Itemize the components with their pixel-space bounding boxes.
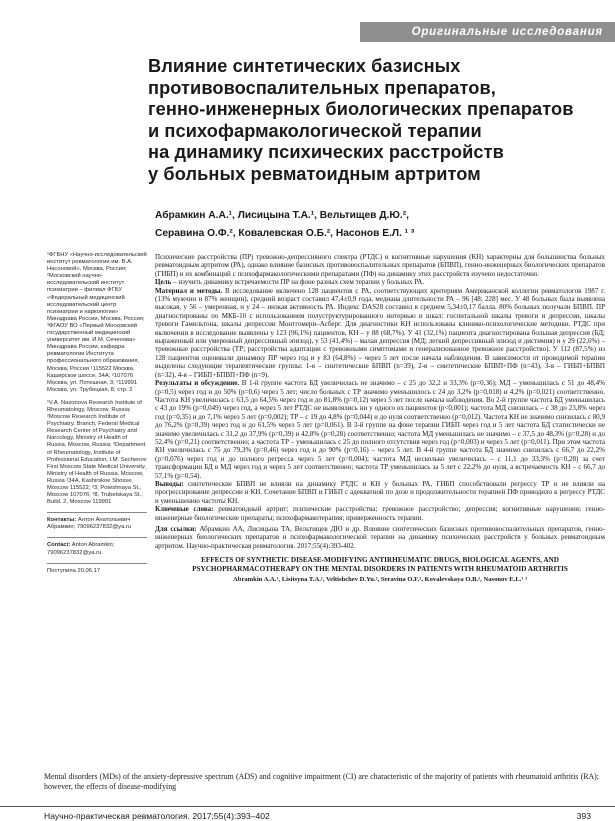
title-line: на динамику психических расстройств	[148, 142, 504, 162]
affiliations-sidebar	[47, 252, 147, 581]
keywords-label: Ключевые слова:	[155, 505, 214, 514]
english-title: EFFECTS OF SYNTHETIC DISEASE-MODIFYING ANTIRHEUMATIC DRUGS, BIOLOGICAL AGENTS, AND PSYCHOPHARMACOTHERAPY ON THE MENTAL DISORDERS IN PATIENTS WITH RHEUMATOID ARTHRITIS	[192, 556, 568, 573]
english-authors: Abramkin A.A.¹, Lisitsyna T.A.¹, Veltishchev D.Yu.², Seravina O.F.², Kovalevskaya O.B.², Nasonov E.L.¹ ³	[233, 576, 527, 584]
journal-reference: Научно-практическая ревматология. 2017;55(4):393–402	[44, 811, 270, 821]
contact-label-en: Contact:	[47, 542, 71, 549]
contact-text-en: Anton Abramkin; 79096237832@ya.ru	[47, 542, 115, 556]
abstract-conclusions	[155, 480, 605, 505]
contacts-ru	[47, 517, 147, 531]
page-number: 393	[576, 811, 591, 821]
keywords-text: ревматоидный артрит; психические расстройства; тревожное расстройство; депрессия; когнитивные нарушения; генно-инженерные биологические препараты; психофармакотерапия; приверженность терапии.	[155, 505, 605, 522]
footer-divider	[0, 806, 615, 807]
citation-text: Абрамкин АА, Лисицына ТА, Вельтищев ДЮ и др. Влияние синтетических базисных противовоспалительных препаратов, генно-инженерных биологических препаратов и психофармакологической терапии на динамику психических расстройств у больных ревматоидным артритом. Научно-практическая ревматология. 2017;55(4):393-402.	[155, 525, 605, 550]
aim-label: Цель	[155, 278, 172, 287]
affiliations-ru: ¹ФГБНУ «Научно-исследовательский институт ревматологии им. В.А. Насоновой», Москва, Россия; ²Московский научно-исследовательский институт психиатрии – филиал ФГБУ «Федеральный медицинский исследовательский центр психиатрии и наркологии» Минздрава России, Москва, Россия; ³ФГАОУ ВО «Первый Московский государственный медицинский университет им. И.М. Сеченова» Минздрава России, кафедра ревматологии Института профессионального образования, Москва, Россия ¹115522 Москва, Каширское шоссе, 34А; ²107076 Москва, ул. Потешная, 3; ³119991 Москва, ул. Трубецкая, 8, стр. 2	[47, 252, 147, 393]
contacts-label: Контакты:	[47, 517, 77, 524]
sidebar-divider	[47, 537, 147, 538]
conclusions-text: синтетические БПВП не влияли на динамику РТДС и КН у больных РА, ГИБП способствовали регрессу ТР и не влияли на прогрессирование депрессии и КН. Сочетание БПВП и ГИБП с адекватной по дозе и продолжительности терапией ПФ приводило к регрессу РТДС и уменьшению частоты КН.	[155, 479, 605, 505]
affiliations-en: ¹V.A. Nasonova Research Institute of Rheumatology, Moscow, Russia; ²Moscow Research Institute of Psychiatry, Branch, Federal Medical Research Center of Psychiatry and Narcology, Ministry of Health of Russia, Moscow, Russia; ³Department of Rheumatology, Institute of Professional Education, I.M. Sechenov First Moscow State Medical University, Ministry of Health of Russia, Moscow, Russia ¹34A, Kashirskoe Shosse, Moscow 115522; ²3, Poteshnaya St., Moscow 107076; ³8, Trubetskaya St., Build. 2, Moscow 119991	[47, 399, 147, 506]
authors-line: Абрамкин А.А.¹, Лисицына Т.А.¹, Вельтищев Д.Ю.²,	[155, 210, 409, 221]
results-text: В 1-й группе частота БД увеличилась не значимо – с 25 до 32,2 и 33,3% (p=0,36); МД – уменьшилась с 51 до 48,4% (p=0,5) через год и до 50% (p=0,6) через 5 лет; число больных с ТР значимо уменьшилось с 24 до 3,2% (p=0,018) и 4,2% (p=0,021) соответственно. Частота КН увеличилась с 63,5 до 64,5% через год и до 81,8% (p=0,12) через 5 лет после начала наблюдения. Во 2-й группе частота БД уменьшилась с 43 до 19% (p=0,049) через год, а через 5 лет РТДС не выявлялись ни у одного из пациентов (p<0,001); частота МД снизилась – с 38 до 23,8% через год (p=0,35) и до 7,1% через 5 лет (p=0,002); ТР – с 19 до 4,8% (p=0,044) и до нуля соответственно (p=0,012). Частота КН не значимо снизилась с 80,9 до 76,2% (p=0,39) через год и до 61,5% через 5 лет (p=0,061). В 3-й группе на фоне терапии ГИБП через год и 5 лет частота БД статистически не значимо увеличилась с 31,2 до 37,9% (p=0,39) и 42,8% (p=0,28) соответственно; частота МД уменьшилась не значимо – с 37,5 до 48,3% (p=0,28) и до 52,4% (p=0,21) соответственно; а частота ТР – уменьшилась с 25 до полного отсутствия через год (p=0,003) и через 5 лет (p=0,011). При этом частота КН увеличилась с 75 до 79,3% (p=0,46) через год и до 90% (p=0,16) – через 5 лет. В 4-й группе частота БД значимо снизилась с 66,7 до 22,2% (p=0,076) через год и до полного регресса через 5 лет (p=0,004); частота МД несколько увеличилась – с 11,1 до 33,3% (p=0,28) за счет трансформации БД в МД через год и через 5 лет соответственно; частота ТР уменьшилась за 5 лет с 22,2% до нуля, а встречаемость КН – с 66,7 до 57,1% (p=0,54).	[155, 379, 605, 480]
article-title	[148, 56, 603, 185]
abstract-keywords	[155, 505, 605, 522]
methods-text: В исследование включено 128 пациентов с РА, соответствующих критериям Американской коллегии ревматологов 1987 г. (13% мужчин и 87% женщин), средний возраст составил 47,4±0,9 года, медиана длительности РА – 96 [48; 228] мес. У 48 больных была выявлена высокая, у 56 – умеренная, и у 24 – низкая активность РА. Индекс DAS28 составил в среднем 5,34±0,17 балла. 80% больных получали БПВП. ПР диагностированы по МКБ-10 с использованием полуструктурированного интервью и шкал: госпитальной шкалы тревоги и депрессии, шкалы тревоги Гамильтона, шкалы депрессии Монтгомери–Асберг. Для диагностики КН использованы клинико-психологические методики. РТДС при включении в исследование выявлены у 123 (96,1%) пациентов, КН – у 88 (68,7%). У 41 (32,1%) пациента диагностирована большая депрессия (БД; выраженный или умеренный депрессивный эпизод), у 53 (41,4%) – малая депрессия (МД; легкий депрессивный эпизод и дистимия) и у 29 (22,6%) – тревожные расстройства (ТР; расстройства адаптации с тревожными симптомами и генерализованное тревожное расстройство). У 112 (87,5%) из 128 пациентов оценивали динамику ПР через год и у 83 (64,8%) – через 5 лет после начала наблюдения. В зависимости от проводимой терапии выделены следующие терапевтические группы: 1-я – синтетические БПВП (n=39), 2-я – синтетические БПВП+ПФ (n=43), 3-я – ГИБП+БПВП (n=32), 4-я – ГИБП+БПВП+ПФ (n=9).	[155, 286, 605, 379]
english-abstract-start: Mental disorders (MDs) of the anxiety-depressive spectrum (ADS) and cognitive impairment (CI) are characteristic of the majority of patients with rheumatoid arthritis (RA); however, the effects of disease-modifying	[44, 772, 599, 791]
english-abstract	[44, 772, 599, 792]
conclusions-label: Выводы:	[155, 479, 184, 488]
methods-label: Материал и методы.	[155, 286, 223, 295]
authors-line: Серавина О.Ф.², Ковалевская О.Б.², Насонов Е.Л. ¹ ³	[155, 228, 415, 239]
section-label: Оригинальные исследования	[411, 26, 603, 38]
title-line: генно-инженерных биологических препаратов	[148, 99, 574, 119]
citation-label: Для ссылки:	[155, 525, 197, 533]
authors-block	[155, 207, 595, 243]
title-line: противовоспалительных препаратов,	[148, 77, 496, 98]
title-line: у больных ревматоидным артритом	[148, 163, 481, 184]
contacts-text: Антон Анатольевич Абрамкин; 79096237832@ya.ru	[47, 517, 132, 531]
abstract-citation	[155, 525, 605, 550]
abstract-results	[155, 379, 605, 480]
contacts-en	[47, 542, 147, 556]
sidebar-divider	[47, 563, 147, 564]
abstract-ru	[155, 253, 605, 585]
section-header-band	[360, 22, 615, 42]
received-date: Поступила 20.06.17	[47, 567, 101, 574]
aim-text: – изучить динамику встречаемости ПР на фоне разных схем терапии у больных РА.	[171, 278, 425, 287]
results-label: Результаты и обсуждение.	[155, 379, 240, 388]
abstract-aim	[155, 278, 605, 286]
sidebar-divider	[47, 512, 147, 513]
title-line: и психофармакологической терапии	[148, 120, 482, 141]
title-line: Влияние синтетических базисных	[148, 56, 461, 76]
abstract-intro: Психические расстройства (ПР) тревожно-депрессивного спектра (РТДС) и когнитивные нарушения (КН) характерны для большинства больных ревматоидным артритом (РА), однако влияние базисных противовоспалительных препаратов (БПВП), генно-инженерных биологических препаратов (ГИБП) и их комбинаций с психофармакологическими препаратами (ПФ) на динамику этих расстройств изучено недостаточно.	[155, 253, 605, 278]
abstract-methods	[155, 287, 605, 379]
